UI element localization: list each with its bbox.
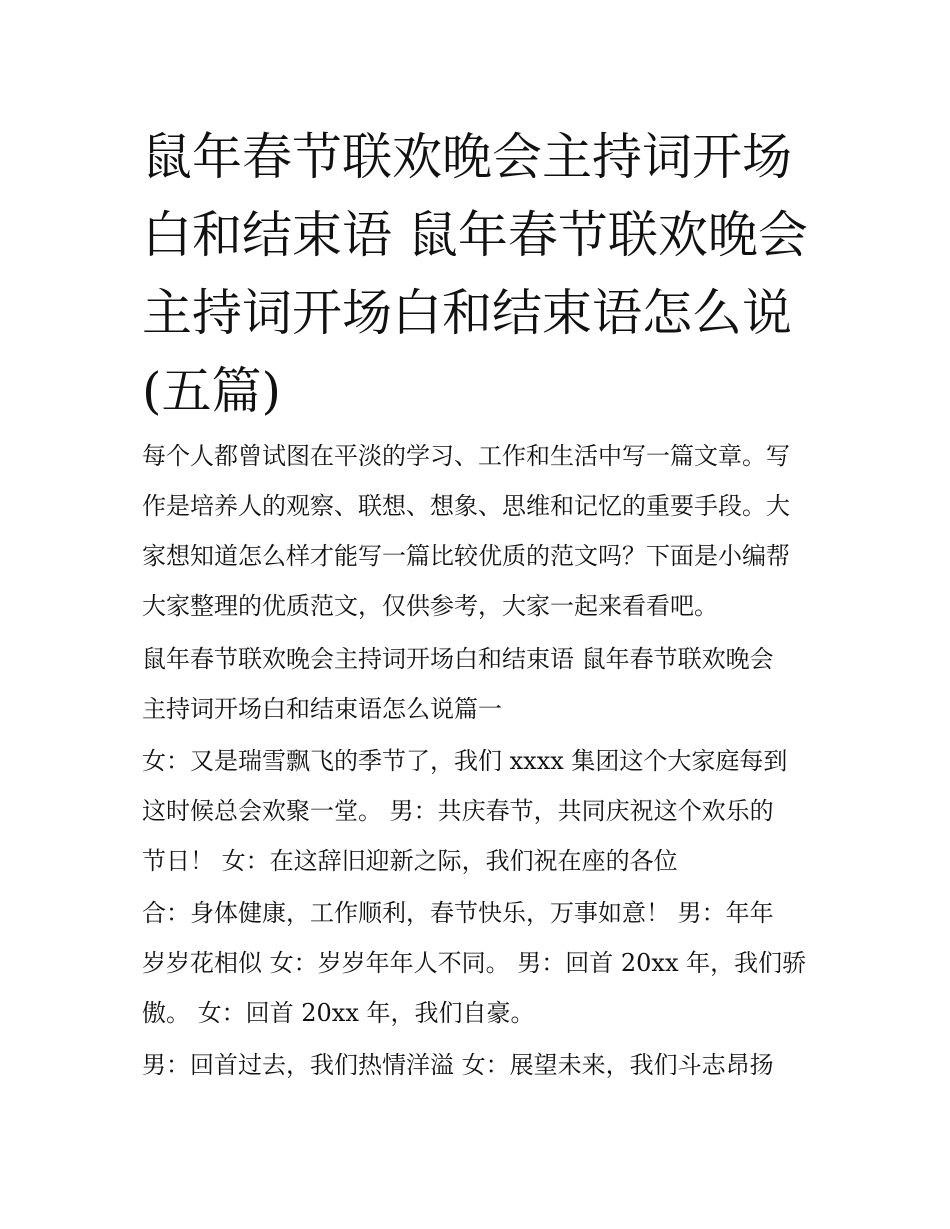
text-line: 作是培养人的观察、联想、想象、思维和记忆的重要手段。大 (142, 492, 790, 520)
title-line: 鼠年春节联欢晚会主持词开场 (142, 128, 792, 186)
text-line: 鼠年春节联欢晚会主持词开场白和结束语 鼠年春节联欢晚会 (142, 645, 774, 673)
document-title (142, 118, 822, 430)
text-line: 节日！ 女：在这辞旧迎新之际，我们祝在座的各位 (142, 847, 678, 875)
dialogue-paragraph (142, 888, 822, 1038)
text-line: 家想知道怎么样才能写一篇比较优质的范文吗？下面是小编帮 (142, 542, 790, 570)
intro-paragraph (142, 431, 822, 631)
text-line: 男：回首过去，我们热情洋溢 女：展望未来，我们斗志昂扬 (142, 1051, 774, 1079)
text-line: 主持词开场白和结束语怎么说篇一 (142, 695, 502, 723)
text-line: 女：又是瑞雪飘飞的季节了，我们 xxxx 集团这个大家庭每到 (142, 747, 788, 775)
text-line: 每个人都曾试图在平淡的学习、工作和生活中写一篇文章。写 (142, 442, 790, 470)
dialogue-paragraph (142, 1040, 822, 1090)
text-line: 岁岁花相似 女：岁岁年年人不同。 男：回首 20xx 年，我们骄 (142, 949, 807, 977)
text-line: 大家整理的优质范文，仅供参考，大家一起来看看吧。 (142, 592, 718, 620)
title-line: (五篇) (142, 362, 282, 420)
text-line: 这时候总会欢聚一堂。 男：共庆春节，共同庆祝这个欢乐的 (142, 797, 774, 825)
title-line: 主持词开场白和结束语怎么说 (142, 284, 792, 342)
text-line: 傲。 女：回首 20xx 年，我们自豪。 (142, 999, 535, 1027)
text-line: 合：身体健康，工作顺利，春节快乐，万事如意！ 男：年年 (142, 899, 774, 927)
dialogue-paragraph (142, 736, 822, 886)
title-line: 白和结束语 鼠年春节联欢晚会 (142, 206, 808, 264)
section-heading (142, 634, 822, 734)
